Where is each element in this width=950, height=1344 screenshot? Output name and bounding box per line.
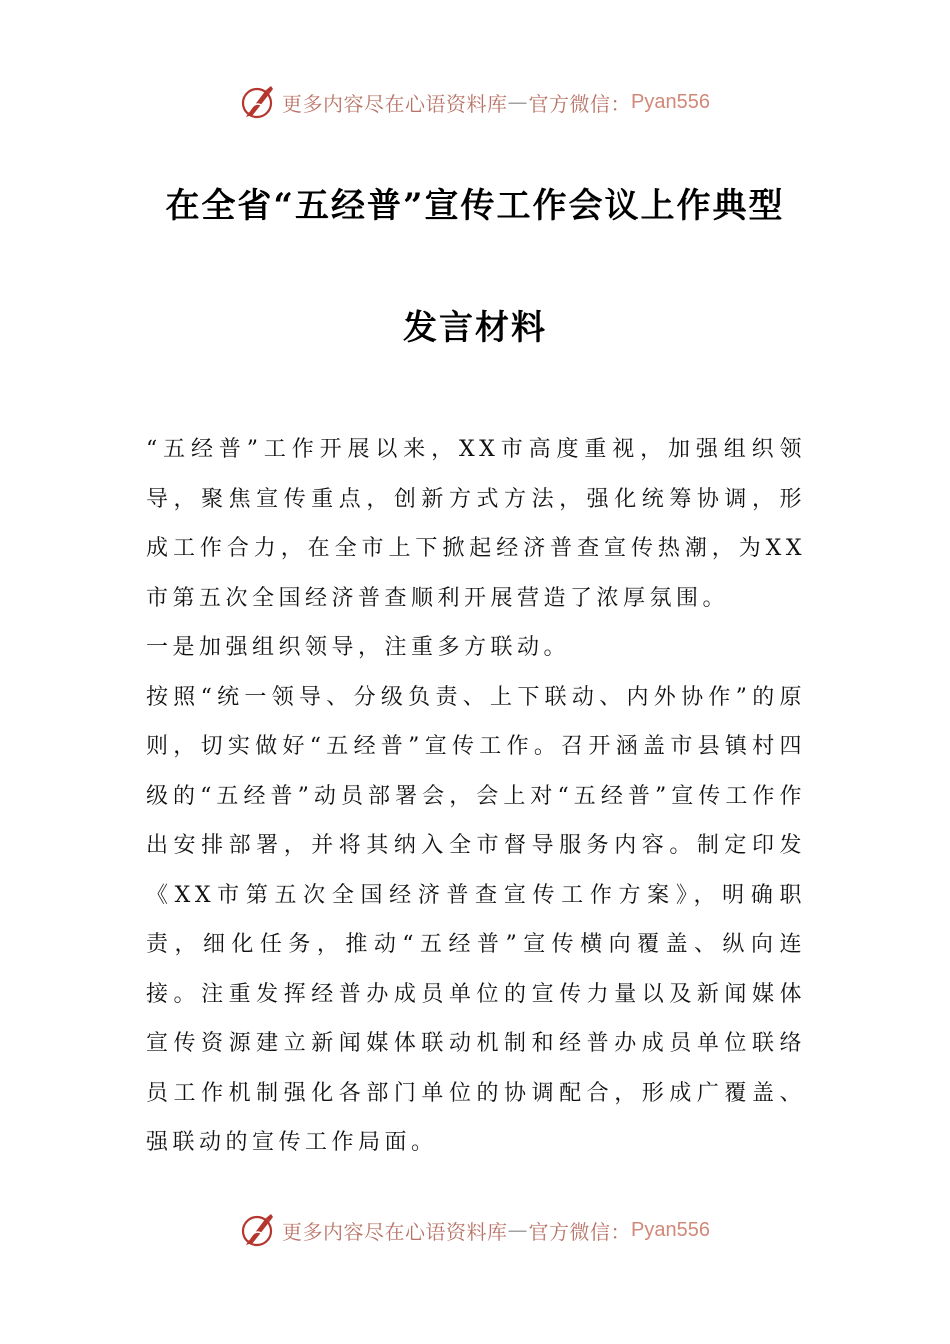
document-body	[146, 425, 806, 1168]
banner-promo-text: 更多内容尽在心语资料库	[282, 91, 508, 116]
pen-logo-icon	[240, 84, 276, 120]
banner-promo-text: 更多内容尽在心语资料库	[282, 1219, 508, 1244]
banner-separator: —	[507, 1218, 529, 1242]
document-title-line-1: 在全省“五经普”宣传工作会议上作典型	[165, 186, 785, 226]
body-paragraph-heading-1: 一是加强组织领导，注重多方联动。	[146, 635, 571, 660]
body-paragraph-detail: 按照“统一领导、分级负责、上下联动、内外协作”的原则，切实做好“五经普”宣传工作。召开涵盖市县镇村四级的“五经普”动员部署会，会上对“五经普”宣传工作作出安排部署，并将其纳入全市督导服务内容。制定印发《XX市第五次全国经济普查宣传工作方案》，明确职责，细化任务，推动“五经普”宣传横向覆盖、纵向连接。注重发挥经普办成员单位的宣传力量以及新闻媒体宣传资源建立新闻媒体联动机制和经普办成员单位联络员工作机制强化各部门单位的协调配合，形成广覆盖、强联动的宣传工作局面。	[146, 684, 806, 1155]
footer-watermark-banner	[0, 1210, 950, 1250]
banner-contact-label: 官方微信：	[528, 91, 632, 116]
banner-contact-id: Pyan556	[631, 1218, 710, 1241]
header-watermark-banner	[0, 82, 950, 122]
document-title-line-2: 发言材料	[403, 308, 547, 348]
banner-separator: —	[507, 90, 529, 114]
banner-contact-label: 官方微信：	[528, 1219, 632, 1244]
pen-logo-icon	[240, 1212, 276, 1248]
banner-contact-id: Pyan556	[631, 90, 710, 113]
body-paragraph-intro: “五经普”工作开展以来，XX市高度重视，加强组织领导，聚焦宣传重点，创新方式方法，强化统筹协调，形成工作合力，在全市上下掀起经济普查宣传热潮，为XX市第五次全国经济普查顺利开展营造了浓厚氛围。	[146, 437, 806, 611]
